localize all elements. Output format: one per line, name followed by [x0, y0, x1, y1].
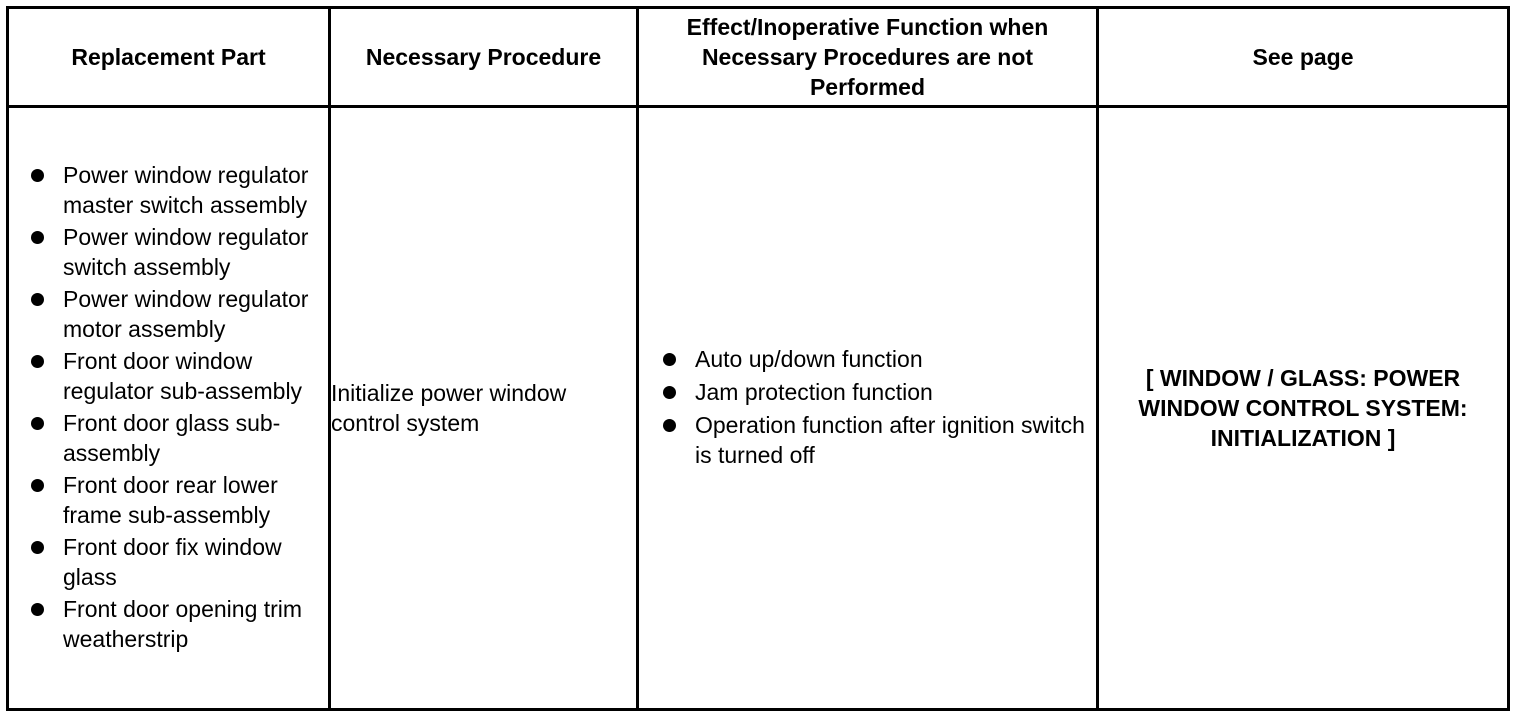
bullet-icon — [31, 231, 44, 244]
list-item — [9, 408, 328, 468]
bullet-icon — [663, 386, 676, 399]
bullet-icon — [31, 479, 44, 492]
bullet-icon — [663, 419, 676, 432]
header-effect: Effect/Inoperative Function when Necessary Procedures are not Performed — [638, 8, 1098, 107]
necessary-procedure-cell: Initialize power window control system — [330, 107, 638, 710]
replacement-parts-cell — [8, 107, 330, 710]
replacement-part-text: Front door rear lower frame sub-assembly — [63, 472, 278, 528]
effect-text: Auto up/down function — [695, 345, 923, 372]
replacement-part-text: Power window regulator switch assembly — [63, 224, 309, 280]
list-item — [9, 222, 328, 282]
procedure-sheet — [6, 6, 1507, 711]
header-necessary-procedure: Necessary Procedure — [330, 8, 638, 107]
effect-text: Operation function after ignition switch is turned off — [695, 411, 1085, 468]
bullet-icon — [31, 355, 44, 368]
list-item — [639, 344, 1096, 374]
bullet-icon — [31, 603, 44, 616]
list-item — [9, 532, 328, 592]
effects-list — [639, 344, 1096, 470]
replacement-part-text: Front door glass sub-assembly — [63, 410, 281, 466]
header-see-page: See page — [1098, 8, 1509, 107]
list-item — [9, 470, 328, 530]
replacement-part-text: Front door fix window glass — [63, 534, 282, 590]
header-row — [8, 8, 1509, 107]
replacement-part-text: Front door opening trim weatherstrip — [63, 596, 303, 652]
list-item — [639, 377, 1096, 407]
replacement-parts-list — [9, 160, 328, 654]
list-item — [9, 284, 328, 344]
table-row — [8, 107, 1509, 710]
bullet-icon — [31, 293, 44, 306]
effect-text: Jam protection function — [695, 378, 933, 405]
bullet-icon — [31, 169, 44, 182]
replacement-part-text: Front door window regulator sub-assembly — [63, 348, 303, 404]
replacement-part-text: Power window regulator master switch assembly — [63, 162, 309, 218]
bullet-icon — [31, 417, 44, 430]
list-item — [9, 594, 328, 654]
replacement-procedure-table — [6, 6, 1510, 711]
see-page-reference: [ WINDOW / GLASS: POWER WINDOW CONTROL SYSTEM: INITIALIZATION ] — [1098, 107, 1509, 710]
header-replacement-part: Replacement Part — [8, 8, 330, 107]
effects-cell — [638, 107, 1098, 710]
list-item — [9, 160, 328, 220]
bullet-icon — [663, 353, 676, 366]
bullet-icon — [31, 541, 44, 554]
replacement-part-text: Power window regulator motor assembly — [63, 286, 309, 342]
list-item — [639, 410, 1096, 470]
list-item — [9, 346, 328, 406]
